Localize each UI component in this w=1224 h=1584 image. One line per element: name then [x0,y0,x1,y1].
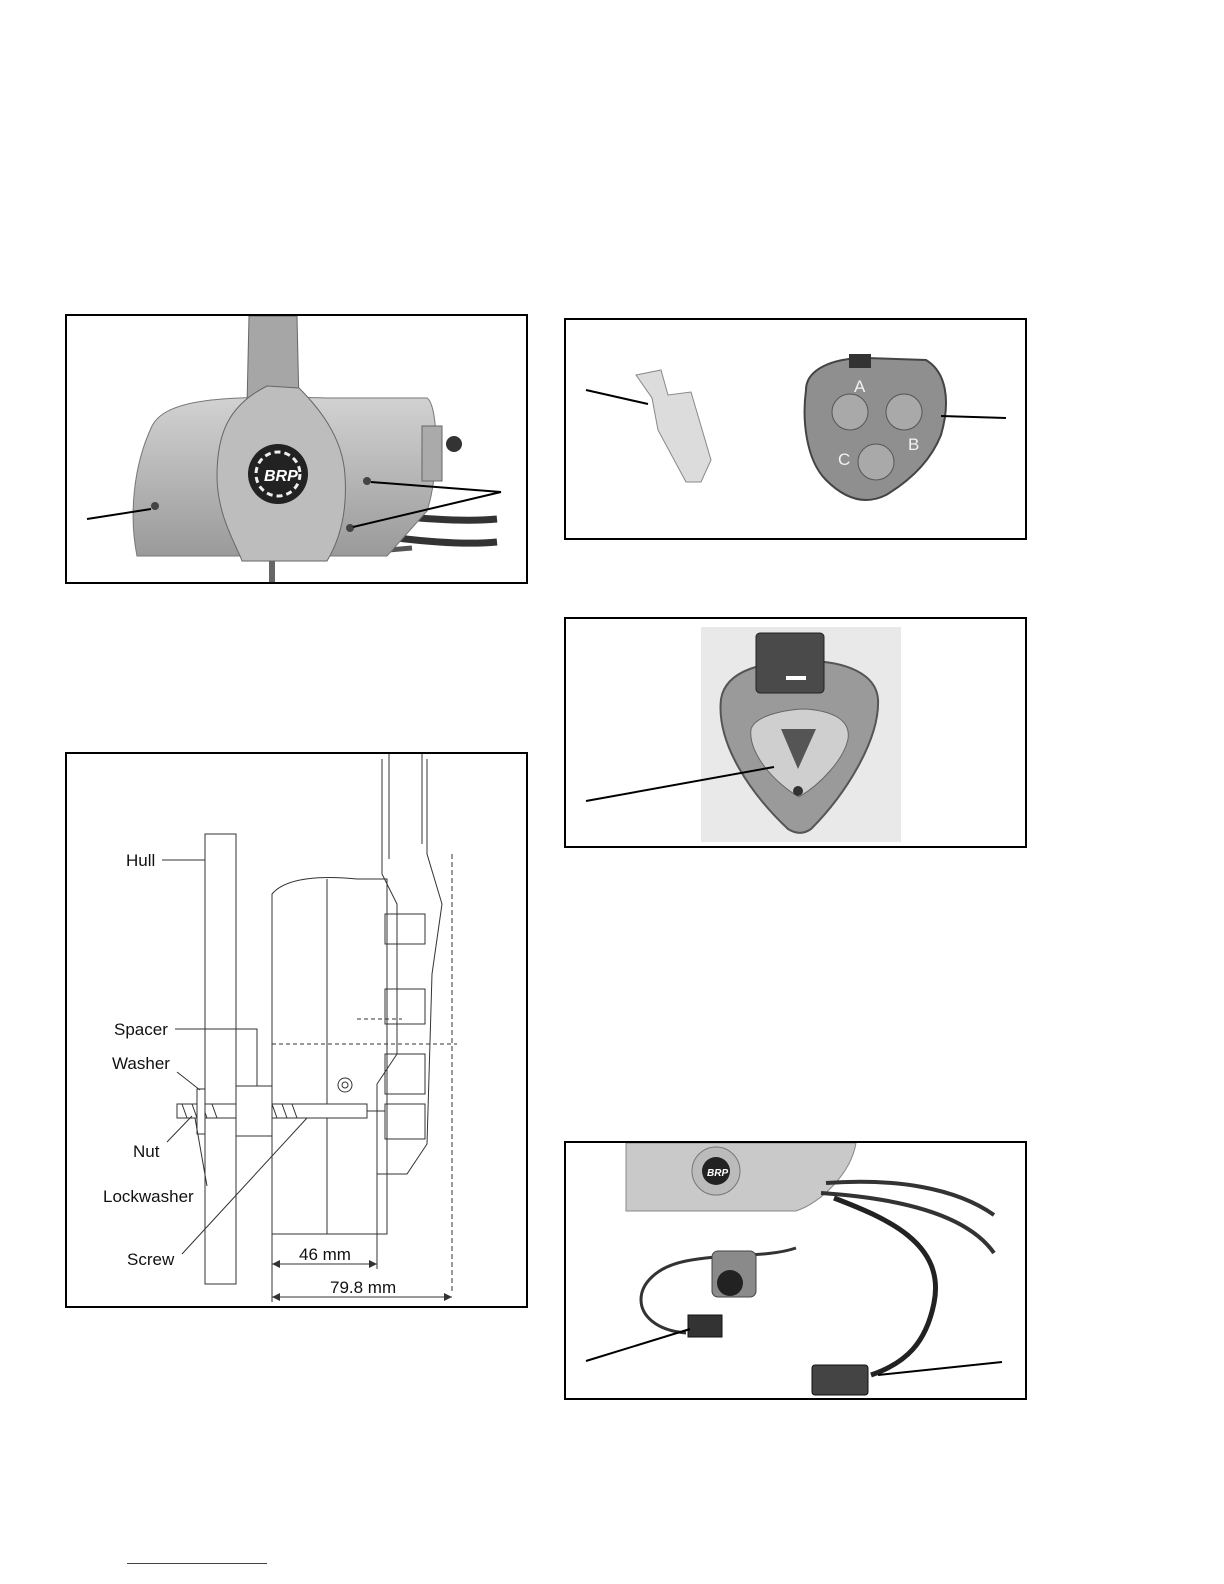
pin-label-c: C [838,450,851,469]
figure-control-box-side [65,314,528,584]
label-lockwasher: Lockwasher [103,1187,194,1206]
footer-link[interactable] [127,1549,267,1564]
figure-mounting-diagram [65,752,528,1308]
screw-hole [151,502,159,510]
brp-logo-text: BRP [707,1168,729,1179]
callout-line [941,416,1006,418]
figure-connector-inside [564,617,1027,848]
connector-illustration [566,320,1027,540]
label-nut: Nut [133,1142,160,1161]
mounting-diagram [67,754,528,1308]
brp-logo-text: BRP [264,468,298,485]
callout-line [586,1329,690,1361]
label-washer: Washer [112,1054,170,1073]
label-screw: Screw [127,1250,175,1269]
hull-plate [205,834,236,1284]
label-hull: Hull [126,851,156,870]
pin-label-b: B [908,435,920,454]
screw-hole [346,524,354,532]
figure-connector-housing [564,318,1027,540]
dimension-outer: 79.8 mm [330,1278,397,1297]
dimension-inner: 46 mm [299,1245,351,1264]
label-spacer: Spacer [114,1020,168,1039]
control-box-illustration [67,316,528,584]
harness-illustration [566,1143,1027,1400]
callout-line [586,390,648,404]
pin-label-a: A [854,377,866,396]
connector-inside-illustration [566,619,1027,848]
screw-hole [363,477,371,485]
figure-harness [564,1141,1027,1400]
